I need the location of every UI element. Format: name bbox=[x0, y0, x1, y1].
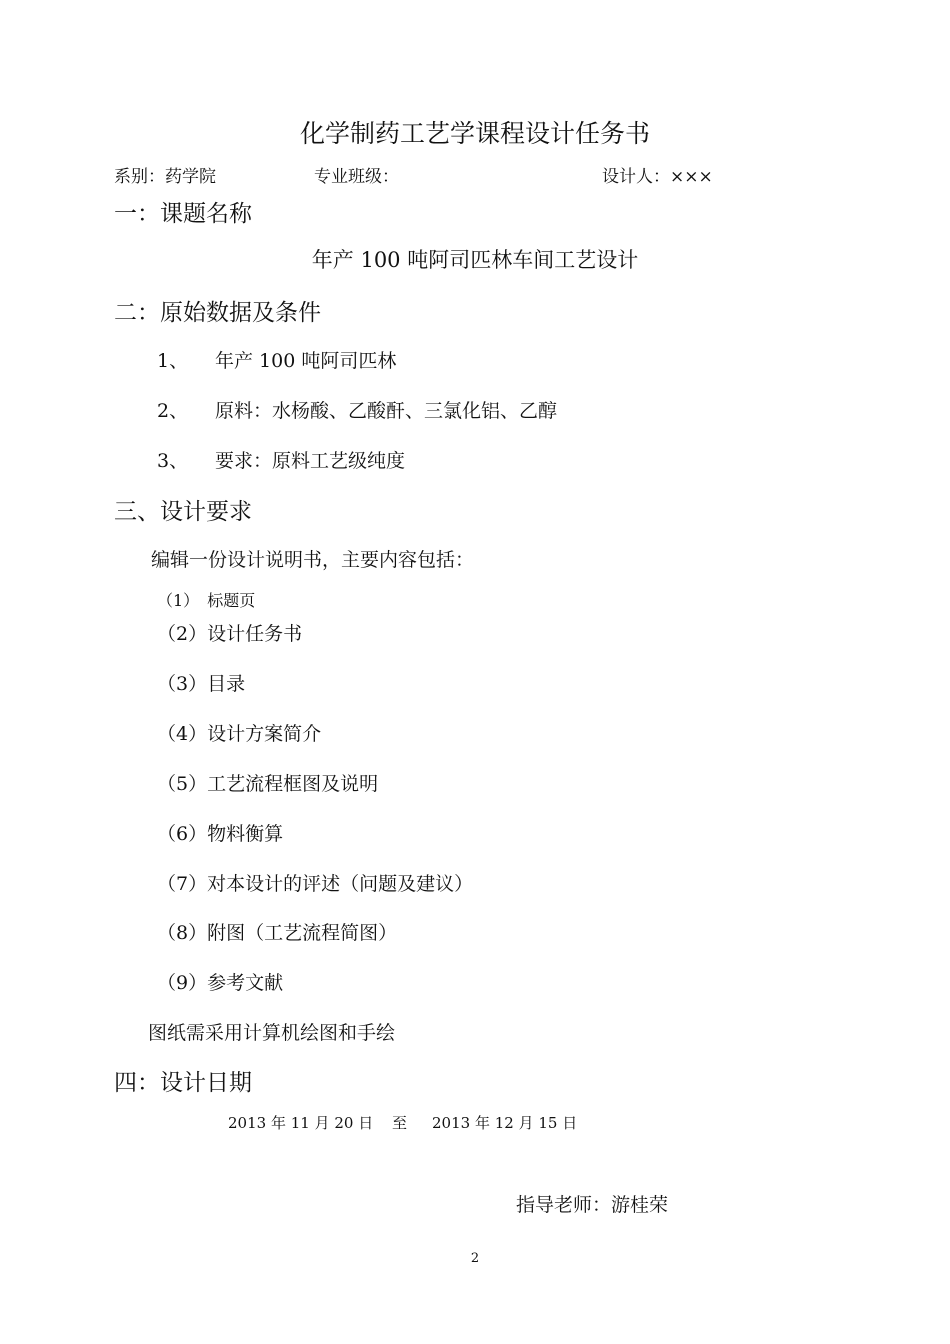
requirements-intro: 编辑一份设计说明书，主要内容包括： bbox=[151, 549, 475, 571]
requirement-text: 标题页 bbox=[207, 591, 256, 610]
section2-heading: 二：原始数据及条件 bbox=[114, 300, 321, 326]
condition-text: 原料：水杨酸、乙酸酐、三氯化铝、乙醇 bbox=[215, 400, 558, 422]
requirement-item: （4）设计方案简介 bbox=[157, 723, 322, 745]
page-number: 2 bbox=[470, 1251, 480, 1266]
start-date: 2013 年 11 月 20 日 bbox=[228, 1114, 374, 1132]
section4-heading: 四：设计日期 bbox=[114, 1070, 252, 1096]
end-date: 2013 年 12 月 15 日 bbox=[432, 1114, 578, 1132]
requirement-number: （1） bbox=[157, 591, 200, 610]
requirement-item: （9）参考文献 bbox=[157, 972, 284, 994]
requirement-item: （7）对本设计的评述（问题及建议） bbox=[157, 873, 474, 895]
section1-heading: 一：课题名称 bbox=[114, 201, 252, 227]
advisor-signature-line: 指导老师：游桂荣 bbox=[516, 1194, 669, 1216]
condition-number: 3、 bbox=[157, 450, 189, 472]
project-topic: 年产 100 吨阿司匹林车间工艺设计 bbox=[311, 248, 639, 272]
requirement-item: （8）附图（工艺流程简图） bbox=[157, 922, 398, 944]
condition-item bbox=[157, 446, 405, 473]
requirement-item: （6）物料衡算 bbox=[157, 823, 284, 845]
condition-text: 要求：原料工艺级纯度 bbox=[215, 450, 406, 472]
document-title: 化学制药工艺学课程设计任务书 bbox=[299, 119, 650, 148]
requirement-item: （5）工艺流程框图及说明 bbox=[157, 773, 379, 795]
department-field: 系别：药学院 bbox=[114, 167, 216, 187]
condition-number: 1、 bbox=[157, 350, 189, 372]
condition-item bbox=[157, 346, 396, 373]
date-separator: 至 bbox=[392, 1114, 408, 1132]
class-field: 专业班级： bbox=[314, 167, 399, 187]
drawing-note: 图纸需采用计算机绘图和手绘 bbox=[148, 1022, 396, 1044]
designer-field: 设计人：××× bbox=[602, 167, 713, 187]
condition-text: 年产 100 吨阿司匹林 bbox=[215, 350, 397, 372]
section3-heading: 三、设计要求 bbox=[114, 499, 252, 525]
requirement-item: （2）设计任务书 bbox=[157, 623, 303, 645]
requirement-item bbox=[157, 588, 255, 611]
condition-item bbox=[157, 396, 557, 423]
requirement-item: （3）目录 bbox=[157, 673, 246, 695]
condition-number: 2、 bbox=[157, 400, 189, 422]
